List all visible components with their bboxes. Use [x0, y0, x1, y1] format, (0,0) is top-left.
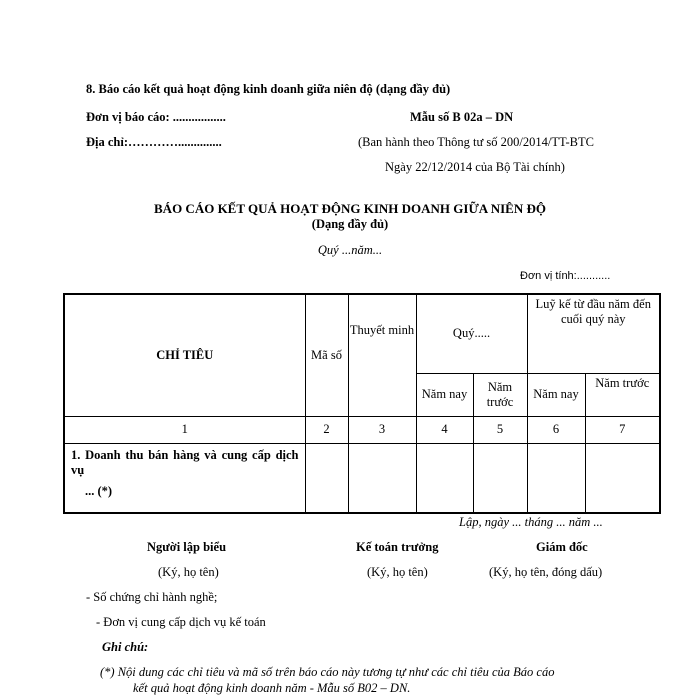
- accountant-title: Kế toán trưởng: [356, 540, 439, 554]
- issued-date: Ngày 22/12/2014 của Bộ Tài chính): [385, 160, 565, 174]
- header-note: Thuyết minh: [348, 294, 416, 416]
- row-revenue-label: 1. Doanh thu bán hàng và cung cấp dịch vụ: [71, 447, 299, 477]
- index-cell: 5: [473, 416, 527, 443]
- service-unit: - Đơn vị cung cấp dịch vụ kế toán: [96, 615, 266, 629]
- row-revenue-c-last: [585, 443, 660, 513]
- note-text-line2: kết quả hoạt động kinh doanh năm - Mẫu số B02 – DN.: [133, 681, 411, 695]
- report-subtitle: (Dạng đầy đủ): [311, 217, 389, 231]
- row-revenue: [64, 443, 305, 513]
- row-revenue-note: [348, 443, 416, 513]
- row-more-label: ... (*): [85, 483, 113, 498]
- index-cell: 3: [348, 416, 416, 443]
- report-period: Quý ...năm...: [317, 243, 383, 257]
- index-cell: 2: [305, 416, 348, 443]
- note-text-line1: (*) Nội dung các chỉ tiêu và mã số trên báo cáo này tương tự như các chỉ tiêu của Báo cáo: [100, 665, 555, 679]
- preparer-title: Người lập biểu: [147, 540, 227, 554]
- index-cell: 1: [64, 416, 305, 443]
- index-cell: 4: [416, 416, 473, 443]
- address: Địa chỉ:…………..............: [86, 135, 222, 149]
- header-quarter: Quý.....: [416, 294, 527, 373]
- accountant-sign: (Ký, họ tên): [367, 565, 428, 579]
- header-indicator: CHỈ TIÊU: [64, 294, 305, 416]
- index-cell: 7: [585, 416, 660, 443]
- row-revenue-q-last: [473, 443, 527, 513]
- row-revenue-c-this: [527, 443, 585, 513]
- place-date: Lập, ngày ... tháng ... năm ...: [459, 515, 603, 529]
- header-cumulative: Luỹ kế từ đầu năm đến cuối quý này: [527, 294, 660, 373]
- header-quarter-last-year: Năm trước: [473, 373, 527, 416]
- form-number: Mẫu số B 02a – DN: [410, 110, 514, 124]
- index-cell: 6: [527, 416, 585, 443]
- header-code: Mã số: [305, 294, 348, 416]
- header-cumulative-last-year: Năm trước: [585, 373, 660, 416]
- cert-number: - Số chứng chỉ hành nghề;: [86, 590, 218, 604]
- row-revenue-q-this: [416, 443, 473, 513]
- director-sign: (Ký, họ tên, đóng dấu): [489, 565, 603, 579]
- note-title: Ghi chú:: [102, 640, 149, 654]
- row-revenue-code: [305, 443, 348, 513]
- header-quarter-this-year: Năm nay: [416, 373, 473, 416]
- header-cumulative-this-year: Năm nay: [527, 373, 585, 416]
- reporting-unit: Đơn vị báo cáo: .................: [86, 110, 226, 124]
- currency-unit: Đơn vị tính:...........: [520, 270, 611, 282]
- issued-by: (Ban hành theo Thông tư số 200/2014/TT-BTC: [358, 135, 594, 149]
- preparer-sign: (Ký, họ tên): [158, 565, 219, 579]
- director-title: Giám đốc: [536, 540, 588, 554]
- report-title: BÁO CÁO KẾT QUẢ HOẠT ĐỘNG KINH DOANH GIỮA NIÊN ĐỘ: [154, 201, 546, 216]
- section-title: 8. Báo cáo kết quả hoạt động kinh doanh giữa niên độ (dạng đầy đủ): [86, 82, 451, 96]
- report-table: [63, 293, 661, 514]
